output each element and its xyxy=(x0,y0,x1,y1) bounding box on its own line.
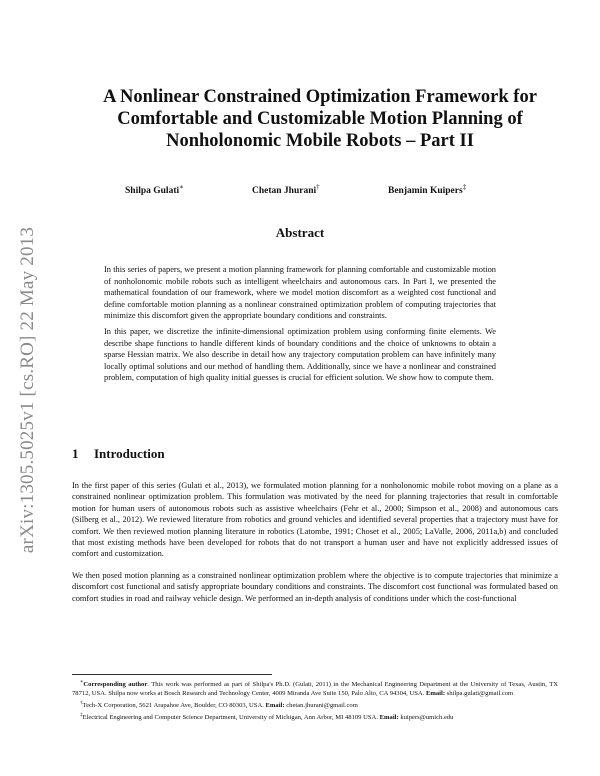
footnote-email: shilpa.gulati@gmail.com xyxy=(445,690,514,698)
author-1 xyxy=(125,183,184,196)
footnote-email-label: Email: xyxy=(379,714,399,722)
author-2 xyxy=(252,183,320,196)
footnote-1 xyxy=(72,678,558,698)
abstract-paragraph: In this paper, we discretize the infinite-dimensional optimization problem using conforming finite elements. We describe shape functions to handle different kinds of boundary conditions and the choice of unknowns to obtain a sparse Hessian matrix. We also describe in detail how any trajectory computation problem can have infinitely many locally optimal solutions and our method of handling them. Additionally, since we have a nonlinear and constrained problem, computation of high quality initial guesses is crucial for efficient solution. We show how to compute them. xyxy=(104,326,496,383)
author-mark: ∗ xyxy=(179,183,184,191)
paper-title: A Nonlinear Constrained Optimization Framework for Comfortable and Customizable Motion Planning of Nonholonomic Mobile Robots – Part II xyxy=(103,87,537,151)
footnote-text: . This work was performed as part of Shilpa's Ph.D. (Gulati, 2011) in the Mechanical Engineering Department at the University of Texas, Austin, TX 78712, USA. Shilpa now works at Bosch Research and Technology Center, 4009 Miranda Ave Suite 150, Palo Alto, CA 94304, USA. xyxy=(72,681,558,698)
footnote-label: Corresponding author xyxy=(83,681,148,689)
author-name: Shilpa Gulati xyxy=(125,186,180,197)
footnote-text: Electrical Engineering and Computer Science Department, University of Michigan, Ann Arbor, MI 48109 USA. xyxy=(82,714,380,722)
footnote-email-label: Email: xyxy=(265,702,285,710)
arxiv-identifier-text: arXiv:1305.5025v1 [cs.RO] 22 May 2013 xyxy=(17,226,38,554)
section-heading-introduction xyxy=(72,446,165,462)
author-name: Benjamin Kuipers xyxy=(388,186,463,197)
abstract-paragraph: In this series of papers, we present a motion planning framework for planning comfortable and customizable motion of nonholonomic mobile robots such as intelligent wheelchairs and autonomous cars. In Part I, we presented the mathematical foundation of our framework, where we model motion discomfort as a weighted cost functional and define comfortable motion planning as a nonlinear constrained optimization problem of computing trajectories that minimize this discomfort given the appropriate boundary conditions and constraints. xyxy=(104,265,496,321)
section-number: 1 xyxy=(72,446,79,461)
body-paragraph: In the first paper of this series (Gulati et al., 2013), we formulated motion planning for a nonholonomic mobile robot moving on a plane as a constrained nonlinear optimization problem. This formulation was motivated by the need for planning trajectories that result in comfortable motion for human users of autonomous robots such as assistive wheelchairs (Fehr et al., 2000; Simpson et al., 2008) and autonomous cars (Silberg et al., 2012). We reviewed literature from robotics and ground vehicles and identified several properties that a trajectory must have for comfort. We then reviewed motion planning literature in robotics (Latombe, 1991; Choset et al., 2005; LaValle, 2006, 2011a,b) and concluded that most existing methods have been developed for robots that do not transport a human user and have not explicitly addressed issues of comfort and customization. xyxy=(72,481,558,559)
body-paragraph: We then posed motion planning as a constrained nonlinear optimization problem where the objective is to compute trajectories that minimize a discomfort cost functional and satisfy appropriate boundary conditions and constraints. The discomfort cost functional was formulated based on comfort studies in road and railway vehicle design. We performed an in-depth analysis of conditions under which the cost-functional xyxy=(72,570,558,603)
footnote-2 xyxy=(72,699,558,710)
introduction-body xyxy=(72,480,558,614)
author-mark: † xyxy=(316,183,320,191)
section-title: Introduction xyxy=(94,446,165,461)
footnote-mark: † xyxy=(80,701,83,707)
footnote-email: kuipers@umich.edu xyxy=(398,714,454,722)
footnote-mark: ∗ xyxy=(80,680,84,685)
footnote-divider xyxy=(72,674,272,675)
footnote-3 xyxy=(72,711,558,722)
footnote-text: Tech-X Corporation, 5621 Arapahoe Ave, Boulder, CO 80303, USA. xyxy=(82,702,266,710)
footnote-email: chetan.jhurani@gmail.com xyxy=(284,702,358,710)
abstract-heading: Abstract xyxy=(275,225,325,240)
footnotes xyxy=(72,678,558,724)
author-name: Chetan Jhurani xyxy=(252,186,317,197)
author-3 xyxy=(388,183,466,196)
abstract-body xyxy=(104,264,496,388)
author-mark: ‡ xyxy=(462,183,467,191)
author-list xyxy=(0,183,600,197)
footnote-mark: ‡ xyxy=(80,713,83,719)
footnote-email-label: Email: xyxy=(425,690,446,698)
arxiv-identifier-stamp xyxy=(8,200,48,580)
